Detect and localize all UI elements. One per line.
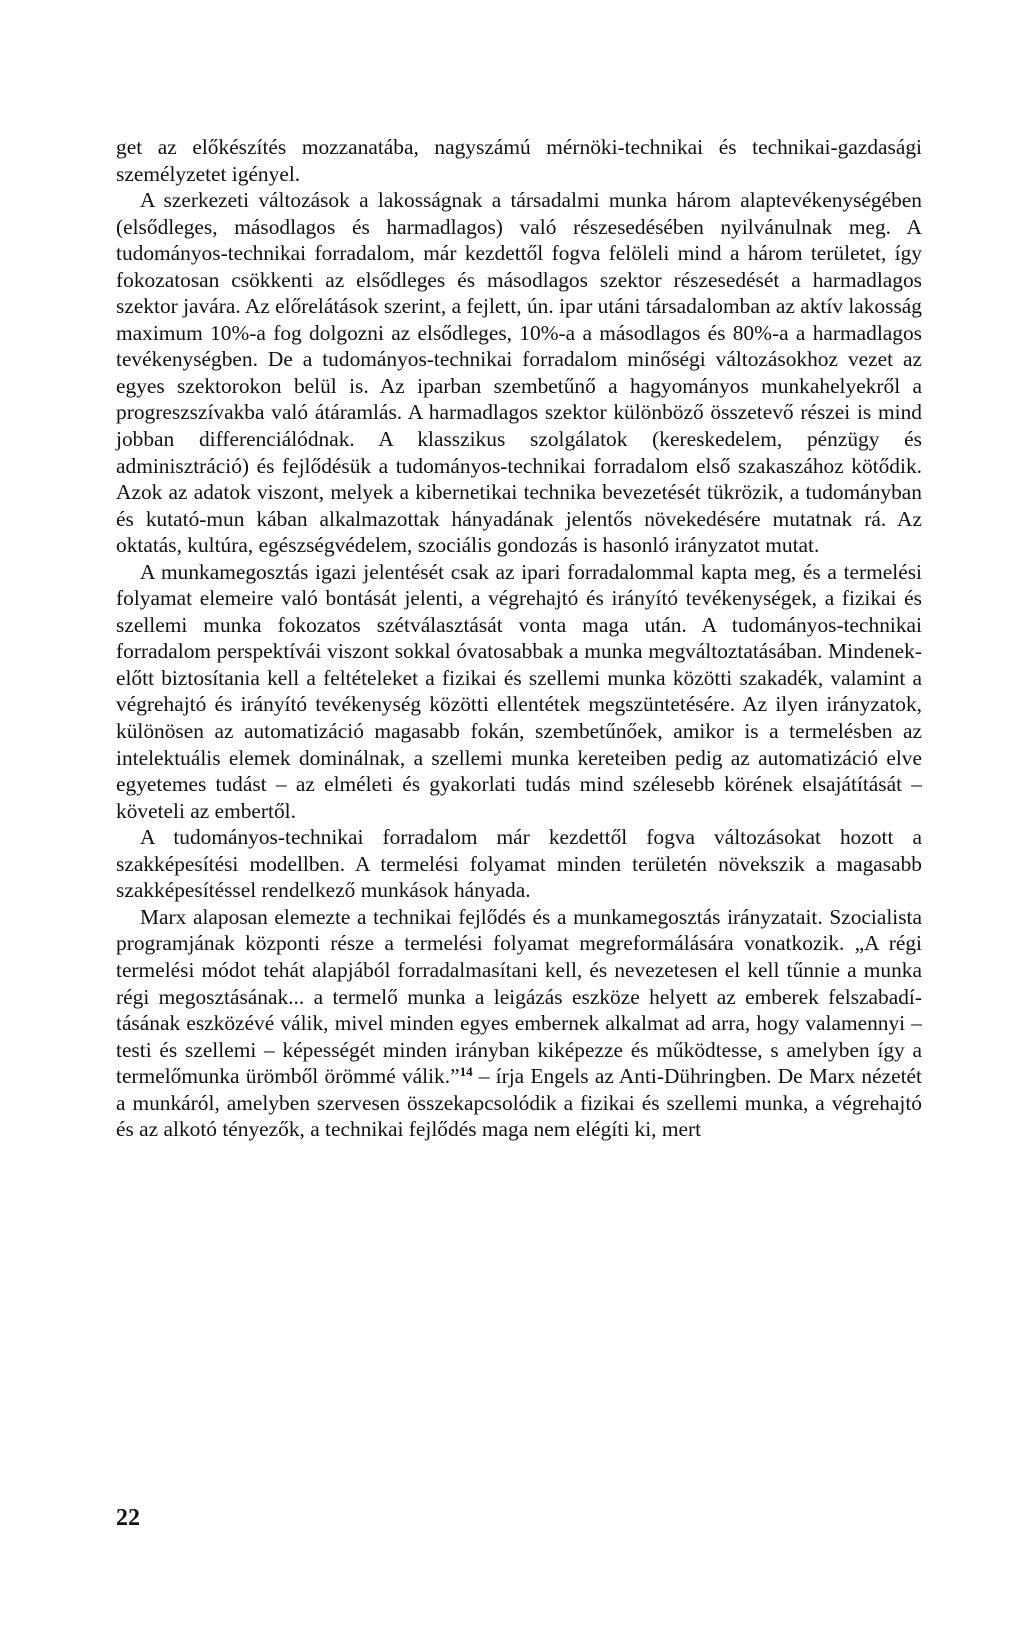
paragraph: A szerkezeti változások a lakosságnak a társadalmi munka három alaptevékenységében (elsődleges, másodlagos és harmadlagos) való részesedésében nyilvánulnak meg. A tudományos-technikai forradalom, már kezdettől fogva felöleli mind a három területet, így fokozatosan csökkenti az elsődleges és másodlagos szektor részesedését a harmadlagos szektor javára. Az előrelátások szerint, a fejlett, ún. ipar utáni társadalomban az aktív lakosság maximum 10%-a fog dolgozni az elsődleges, 10%-a a másodlagos és 80%-a a harmadlagos tevékenységben. De a tudományos-technikai forradalom minőségi változásokhoz vezet az egyes szektorokon belül is. Az iparban szembetűnő a hagyományos munkahelyekről a progreszszívakba való átáramlás. A harmadlagos szektor különböző összetevő részei is mind jobban differenciálódnak. A klasszikus szolgálatok (kereskedelem, pénzügy és adminisztráció) és fejlődésük a tudományos-technikai forradalom első szakaszához kötődik. Azok az adatok viszont, melyek a kibernetikai technika bevezetését tükrözik, a tudományban és kutató-mun kában alkalmazottak hányadának jelentős növekedésére mutatnak rá. Az oktatás, kultúra, egészségvédelem, szociális gondozás is hasonló irányzatot mutat. — [116, 188, 922, 558]
footnote-reference: 14 — [459, 1064, 473, 1080]
page-number: 22 — [116, 1505, 140, 1531]
quote-text: Marx alaposan elemezte a technikai fejlődés és a munkamegosztás irányzatait. Szocialista programjának központi része a termelési folyamat megreformálására vonatkozik. „A régi termelési módot tehát alapjából forradalmasítani kell, és nevezetesen el kell tűnnie a munka régi megosztásának... a termelő munka a leigázás eszköze helyett az emberek felszabadításának eszközévé válik, mivel minden egyes embernek alkalmat ad arra, hogy valamennyi – testi és szellemi – képességét minden irányban kiképezze és működtesse, s amelyben így a termelőmunka ürömből örömmé válik.” — [116, 904, 922, 1089]
paragraph: A tudományos-technikai forradalom már kezdettől fogva változásokat hozott a szakképesítési modellben. A termelési folyamat minden területén növekszik a magasabb szakképesítéssel rendelkező munkások hányada. — [116, 825, 922, 903]
paragraph-tail-text: – írja Engels az Anti-Dühringben. De Marx nézetét a munkáról, amelyben szervesen összekapcsolódik a fizikai és szellemi munka, a végrehajtó és az alkotó tényezők, a technikai fejlődés maga nem elégíti ki, mert — [116, 1064, 922, 1142]
paragraph: A munkamegosztás igazi jelentését csak az ipari forradalommal kapta meg, és a termelési folyamat elemeire való bontását jelenti, a végrehajtó és irányító tevékenységek, a fizikai és szellemi munka fokozatos szétválasztását vonta maga után. A tudományos-technikai forradalom perspektívái viszont sokkal óvatosabbak a munka megváltoztatásában. Mindenekelőtt biztosítania kell a feltételeket a fizikai és szellemi munka közötti szakadék, valamint a végrehajtó és irányító tevékenység közötti ellentétek megszüntetésére. Az ilyen irányzatok, különösen az automatizáció magasabb fokán, szembetűnőek, amikor is a termelésben az intelektuális elemek dominálnak, a szellemi munka kereteiben pedig az automatizáció elve egyetemes tudást – az elméleti és gyakorlati tudás mind szélesebb körének elsajátítását – követeli az embertől. — [116, 559, 922, 823]
paragraph-with-footnote — [116, 904, 922, 1143]
page-body — [116, 134, 922, 1143]
paragraph-continued: get az előkészítés mozzanatába, nagyszámú mérnöki-technikai és technikai-gazdasági személyzetet igényel. — [116, 135, 922, 186]
